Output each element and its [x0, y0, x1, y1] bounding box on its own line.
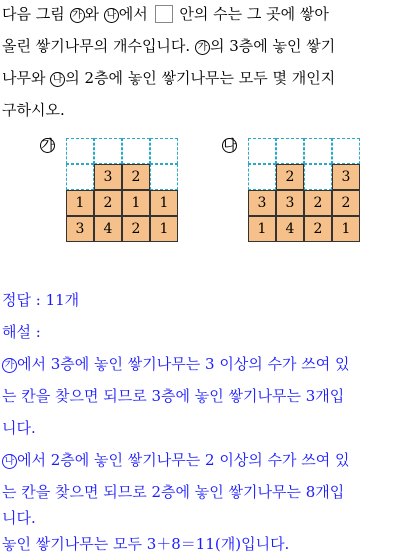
grid-cell-filled: 3 [332, 164, 360, 190]
grid-cell-filled: 2 [304, 216, 332, 242]
grid-cell-filled: 1 [150, 216, 178, 242]
grid-cell-empty [332, 138, 360, 164]
question-line-2 [2, 36, 335, 56]
grid-cell-empty [94, 138, 122, 164]
solution-title [2, 322, 41, 342]
diagram-ga-label: 가 [41, 138, 55, 154]
answer-box-icon [155, 5, 173, 23]
solution-text: 니다. [2, 419, 36, 437]
grid-cell-filled: 3 [66, 216, 94, 242]
grid-cell-filled: 2 [94, 190, 122, 216]
grid-cell-filled: 2 [122, 216, 150, 242]
grid-cell-empty [66, 138, 94, 164]
grid-cell-empty [276, 138, 304, 164]
grid-cell-filled: 3 [276, 190, 304, 216]
solution-line-7 [2, 534, 289, 554]
grid-cell-filled: 1 [66, 190, 94, 216]
question-line-3 [2, 68, 335, 88]
question-text: 에서 [118, 5, 148, 23]
grid-cell-filled: 1 [332, 216, 360, 242]
grid-cell-filled: 3 [248, 190, 276, 216]
grid-cell-empty [248, 138, 276, 164]
grid-cell-empty [304, 164, 332, 190]
grid-cell-filled: 4 [276, 216, 304, 242]
grid-cell-empty [150, 138, 178, 164]
grid-cell-filled: 2 [276, 164, 304, 190]
circle-ga-label: 가 [195, 40, 210, 55]
grid-cell-filled: 2 [304, 190, 332, 216]
solution-line-3 [2, 418, 36, 438]
diagram-ga [40, 134, 180, 246]
solution-line-6 [2, 508, 36, 528]
question-text: 올린 쌓기나무의 개수입니다. [2, 37, 191, 55]
grid-cell-empty [248, 164, 276, 190]
circle-na-label: 나 [104, 8, 119, 23]
solution-line-4 [2, 450, 350, 470]
grid-cell-filled: 1 [248, 216, 276, 242]
answer-line [2, 290, 79, 310]
solution-line-1 [2, 354, 350, 374]
solution-text: 놓인 쌓기나무는 모두 3＋8＝11(개)입니다. [2, 535, 290, 553]
question-text: 나무와 [2, 69, 46, 87]
answer-text: 정답 : 11개 [2, 291, 80, 309]
solution-text: 는 칸을 찾으면 되므로 3층에 놓인 쌓기나무는 3개입 [2, 387, 345, 405]
grid-cell-empty [66, 164, 94, 190]
solution-text: 니다. [2, 509, 36, 527]
question-line-1 [2, 4, 329, 24]
question-text: 다음 그림 [2, 5, 65, 23]
circle-ga-label: 가 [70, 8, 85, 23]
question-text: 의 2층에 놓인 쌓기나무는 모두 몇 개인지 [65, 69, 336, 87]
circle-ga-label: 가 [2, 358, 17, 373]
question-text: 와 [84, 5, 100, 23]
solution-title-text: 해설 : [2, 323, 41, 341]
solution-text: 에서 3층에 놓인 쌓기나무는 3 이상의 수가 쓰여 있 [17, 355, 350, 373]
grid-cell-empty [304, 138, 332, 164]
diagram-na-label: 나 [223, 138, 237, 154]
question-text: 안의 수는 그 곳에 쌓아 [179, 5, 329, 23]
diagram-na [222, 134, 362, 246]
grid-cell-filled: 2 [122, 164, 150, 190]
question-text: 구하시오. [2, 101, 65, 119]
solution-line-5 [2, 482, 344, 502]
grid-cell-filled: 1 [150, 190, 178, 216]
circle-na-label: 나 [2, 454, 17, 469]
grid-cell-filled: 1 [122, 190, 150, 216]
grid-cell-empty [122, 138, 150, 164]
solution-text: 에서 2층에 놓인 쌓기나무는 2 이상의 수가 쓰여 있 [17, 451, 350, 469]
question-text: 의 3층에 놓인 쌓기 [209, 37, 336, 55]
question-line-4 [2, 100, 65, 120]
grid-cell-empty [150, 164, 178, 190]
solution-line-2 [2, 386, 344, 406]
grid-cell-filled: 4 [94, 216, 122, 242]
solution-text: 는 칸을 찾으면 되므로 2층에 놓인 쌓기나무는 8개입 [2, 483, 345, 501]
grid-cell-filled: 2 [332, 190, 360, 216]
grid-cell-filled: 3 [94, 164, 122, 190]
circle-na-label: 나 [50, 72, 65, 87]
